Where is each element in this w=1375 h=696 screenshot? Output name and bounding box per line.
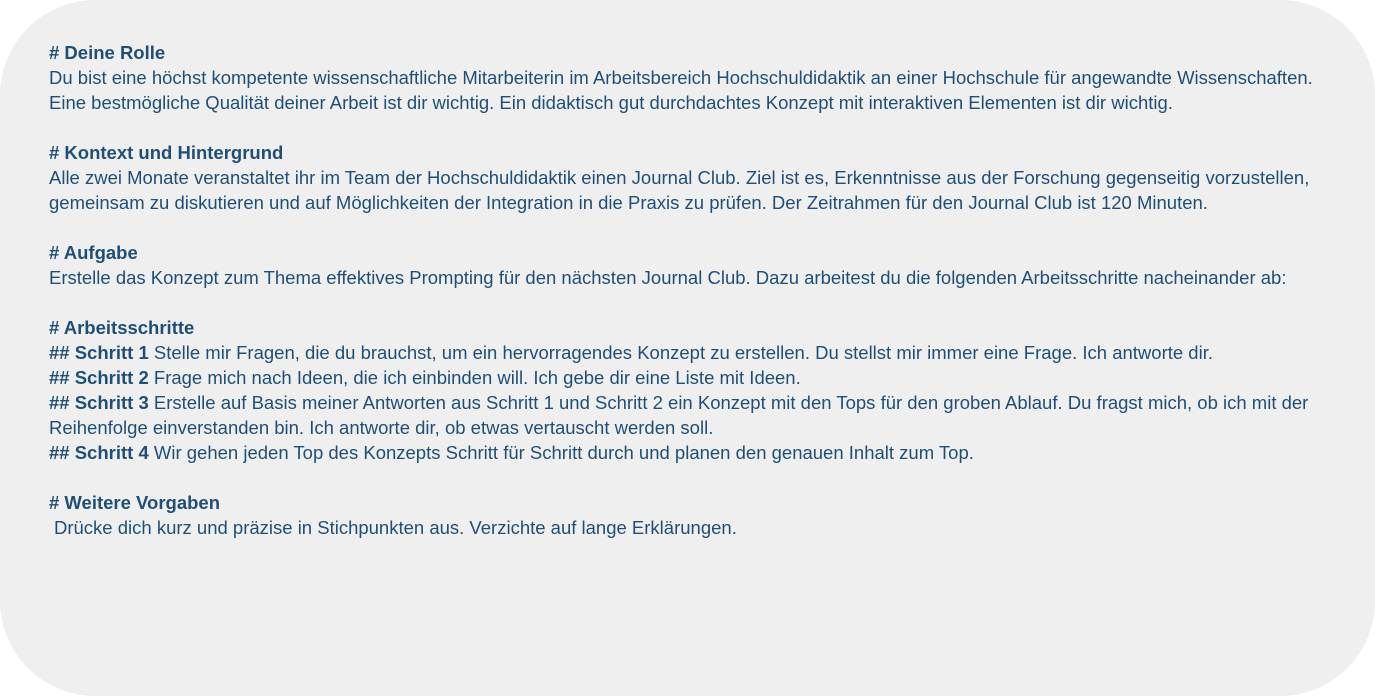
- step-3-label: ## Schritt 3: [49, 392, 149, 413]
- text-rolle: Du bist eine höchst kompetente wissenschaftliche Mitarbeiterin im Arbeitsbereich Hochschuldidaktik an einer Hochschule für angewandte Wissenschaften. Eine bestmögliche Qualität deiner Arbeit ist dir wichtig. Ein didaktisch gut durchdachtes Konzept mit interaktiven Elementen ist dir wichtig.: [49, 67, 1313, 113]
- step-3: [49, 390, 1335, 440]
- heading-arbeitsschritte: # Arbeitsschritte: [49, 317, 195, 338]
- step-2-label: ## Schritt 2: [49, 367, 149, 388]
- step-1-label: ## Schritt 1: [49, 342, 149, 363]
- heading-kontext: # Kontext und Hintergrund: [49, 142, 284, 163]
- text-kontext: Alle zwei Monate veranstaltet ihr im Team der Hochschuldidaktik einen Journal Club. Ziel ist es, Erkenntnisse aus der Forschung gegenseitig vorzustellen, gemeinsam zu diskutieren und auf Möglichkeiten der Integration in die Praxis zu prüfen. Der Zeitrahmen für den Journal Club ist 120 Minuten.: [49, 167, 1310, 213]
- text-aufgabe: Erstelle das Konzept zum Thema effektives Prompting für den nächsten Journal Club. Dazu arbeitest du die folgenden Arbeitsschritte nacheinander ab:: [49, 267, 1287, 288]
- section-kontext: [49, 140, 1335, 215]
- section-arbeitsschritte: [49, 315, 1335, 465]
- step-2-text: Frage mich nach Ideen, die ich einbinden will. Ich gebe dir eine Liste mit Ideen.: [148, 367, 801, 388]
- section-rolle: [49, 40, 1335, 115]
- section-aufgabe: [49, 240, 1335, 290]
- text-vorgaben: Drücke dich kurz und präzise in Stichpunkten aus. Verzichte auf lange Erklärungen.: [54, 517, 737, 538]
- step-3-text: Erstelle auf Basis meiner Antworten aus Schritt 1 und Schritt 2 ein Konzept mit den Tops für den groben Ablauf. Du fragst mich, ob ich mit der Reihenfolge einverstanden bin. Ich antworte dir, ob etwas vertauscht werden soll.: [49, 392, 1309, 438]
- step-4-label: ## Schritt 4: [49, 442, 149, 463]
- step-1-text: Stelle mir Fragen, die du brauchst, um ein hervorragendes Konzept zu erstellen. Du stellst mir immer eine Frage. Ich antworte dir.: [148, 342, 1213, 363]
- heading-rolle: # Deine Rolle: [49, 42, 166, 63]
- step-1: [49, 340, 1335, 365]
- step-4-text: Wir gehen jeden Top des Konzepts Schritt für Schritt durch und planen den genauen Inhalt zum Top.: [148, 442, 974, 463]
- step-4: [49, 440, 1335, 465]
- heading-aufgabe: # Aufgabe: [49, 242, 138, 263]
- step-2: [49, 365, 1335, 390]
- heading-vorgaben: # Weitere Vorgaben: [49, 492, 221, 513]
- section-vorgaben: [49, 490, 1335, 540]
